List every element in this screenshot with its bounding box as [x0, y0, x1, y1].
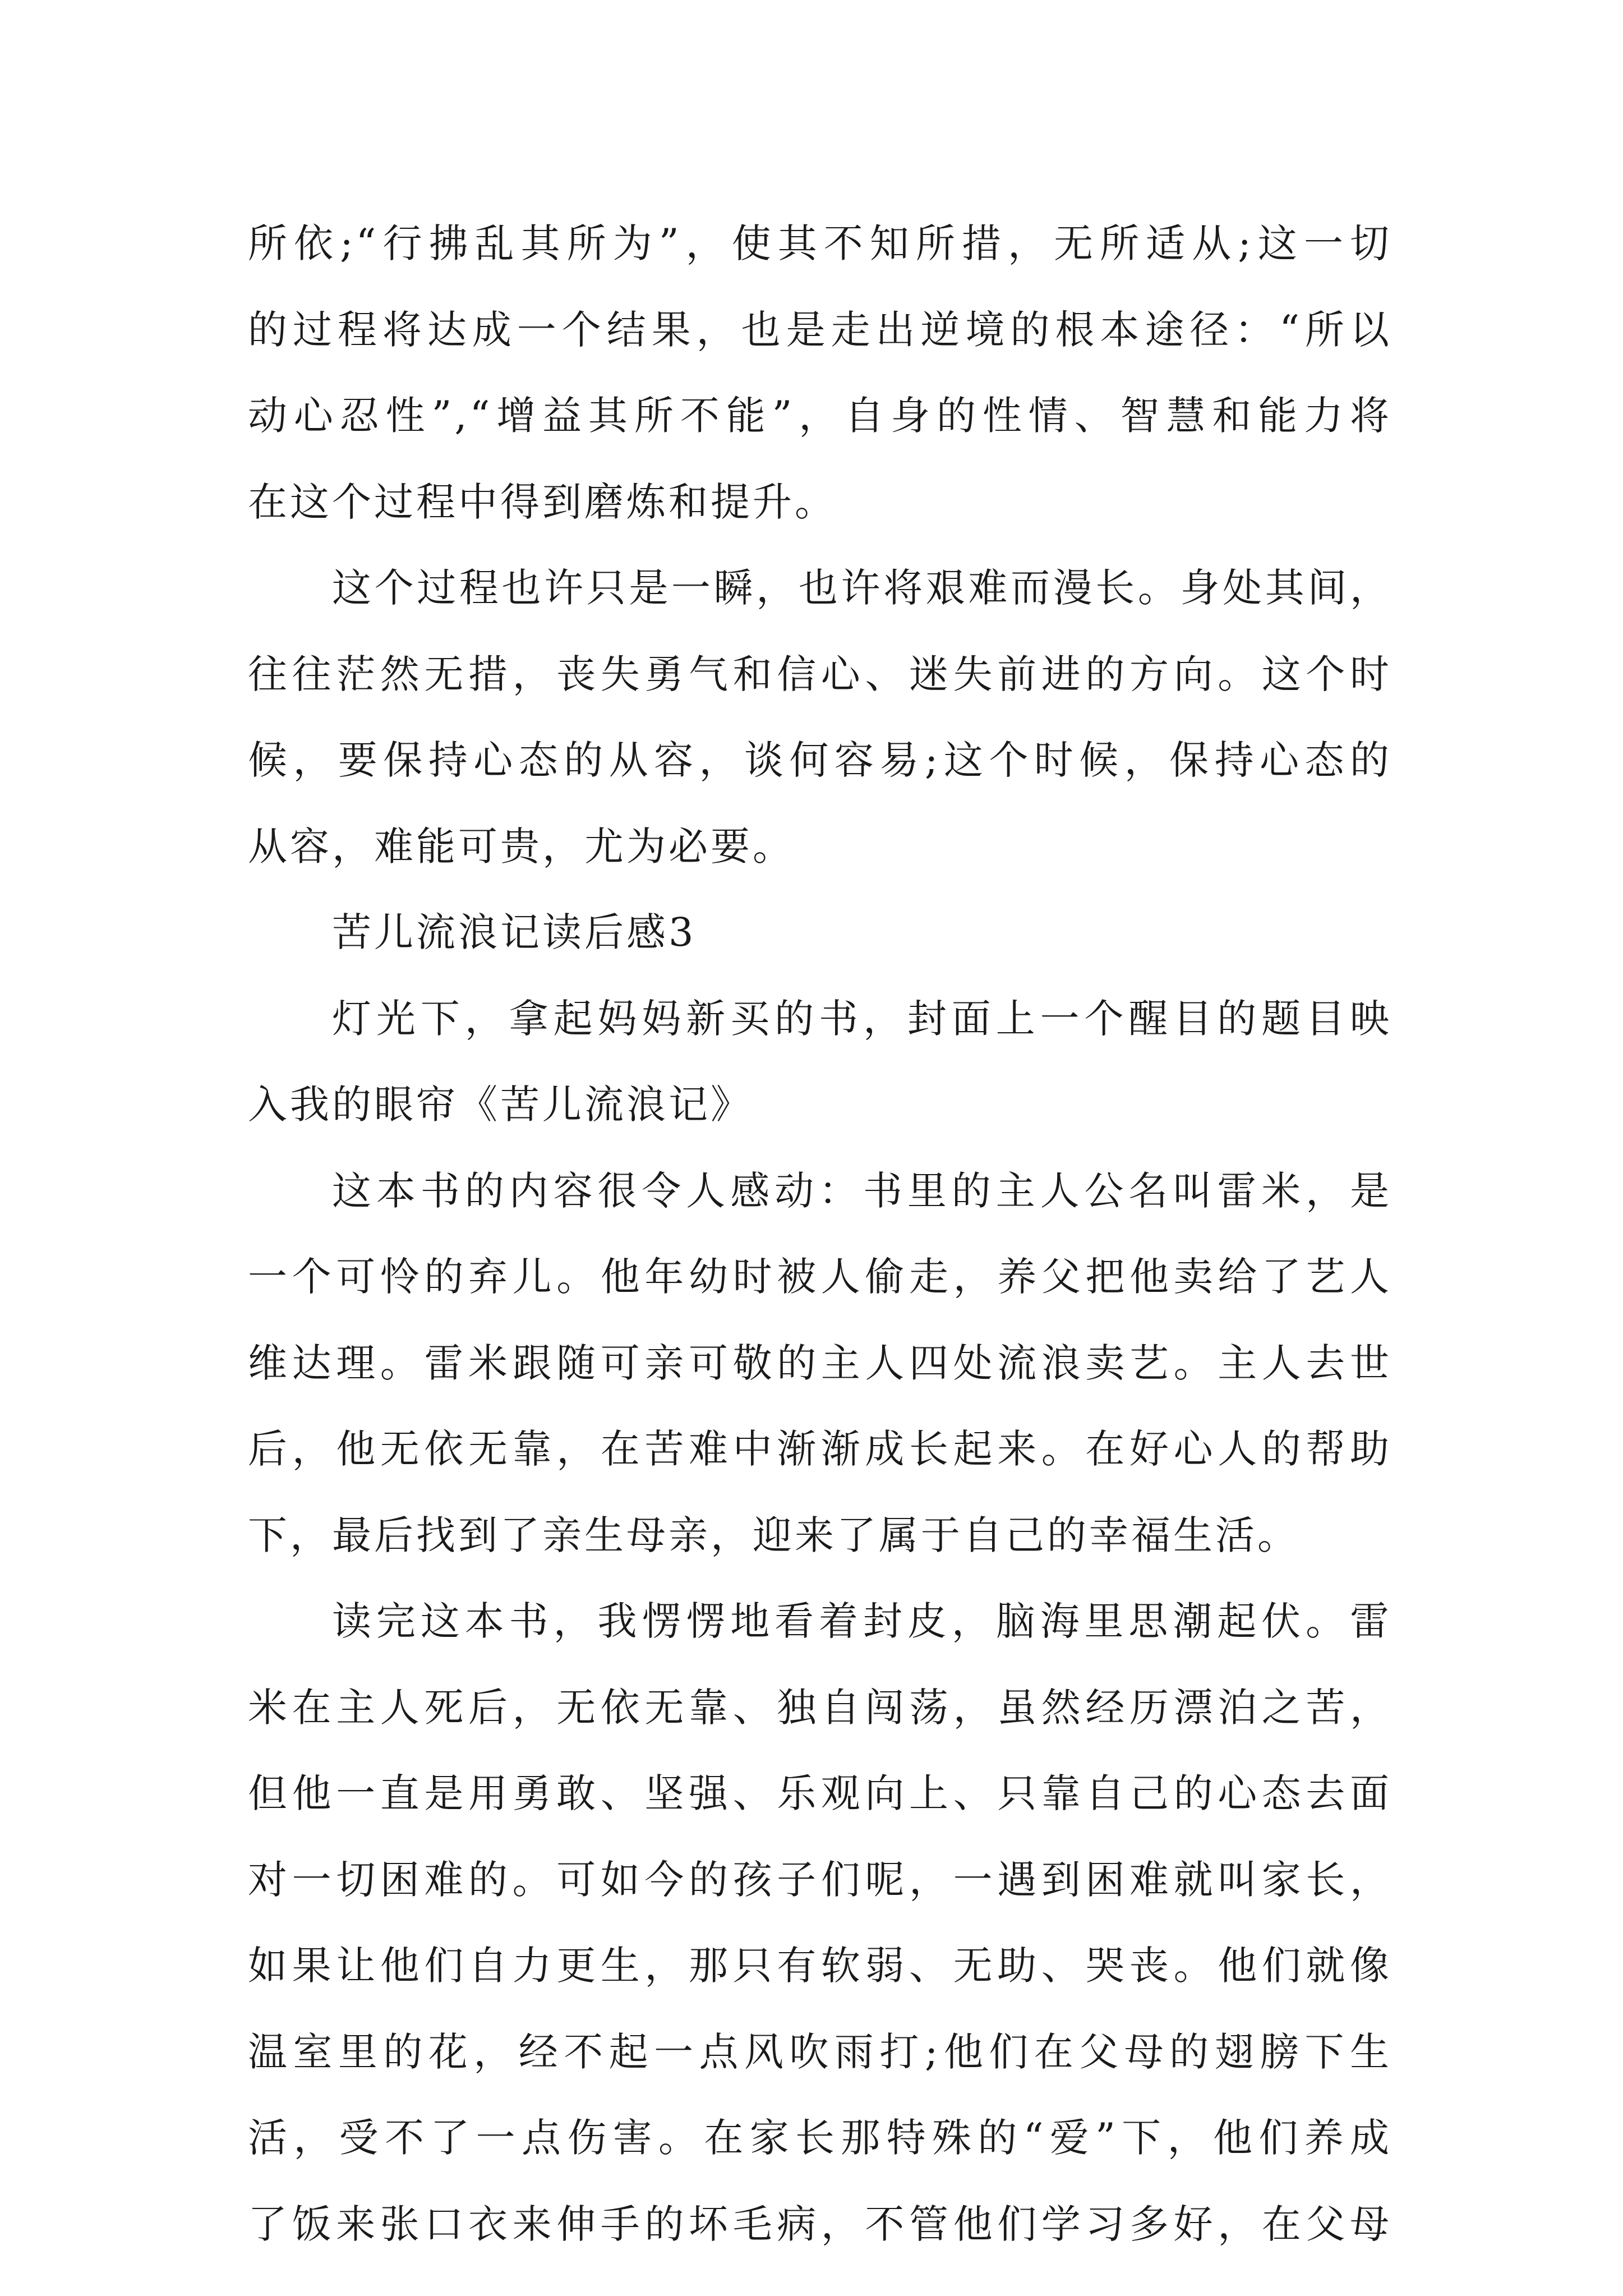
text-line: 如果让他们自力更生，那只有软弱、无助、哭丧。他们就像	[248, 1943, 1392, 1989]
text-line: 了饭来张口衣来伸手的坏毛病，不管他们学习多好，在父母	[248, 2201, 1392, 2247]
text-line: 灯光下，拿起妈妈新买的书，封面上一个醒目的题目映	[332, 995, 1392, 1042]
text-line: 活，受不了一点伤害。在家长那特殊的“爱”下，他们养成	[248, 2115, 1392, 2161]
paragraph	[248, 1148, 1392, 1579]
text-line: 维达理。雷米跟随可亲可敬的主人四处流浪卖艺。主人去世	[248, 1340, 1392, 1386]
text-line: 往往茫然无措，丧失勇气和信心、迷失前进的方向。这个时	[248, 651, 1392, 697]
text-line: 对一切困难的。可如今的孩子们呢，一遇到困难就叫家长，	[248, 1856, 1392, 1903]
document-body	[248, 201, 1392, 2267]
paragraph	[248, 1579, 1392, 2267]
paragraph	[248, 201, 1392, 545]
text-line: 这本书的内容很令人感动：书里的主人公名叫雷米，是	[332, 1167, 1392, 1214]
heading-text: 苦儿流浪记读后感3	[332, 909, 697, 955]
text-line: 读完这本书，我愣愣地看着封皮，脑海里思潮起伏。雷	[332, 1598, 1392, 1644]
text-line: 所依;“行拂乱其所为”，使其不知所措，无所适从;这一切	[248, 220, 1392, 266]
text-line: 候，要保持心态的从容，谈何容易;这个时候，保持心态的	[248, 737, 1392, 783]
text-line: 一个可怜的弃儿。他年幼时被人偷走，养父把他卖给了艺人	[248, 1254, 1392, 1300]
text-line: 入我的眼帘《苦儿流浪记》	[248, 1082, 753, 1128]
text-line: 但他一直是用勇敢、坚强、乐观向上、只靠自己的心态去面	[248, 1770, 1392, 1816]
text-line: 后，他无依无靠，在苦难中渐渐成长起来。在好心人的帮助	[248, 1426, 1392, 1472]
text-line: 在这个过程中得到磨炼和提升。	[248, 478, 837, 525]
text-line: 米在主人死后，无依无靠、独自闯荡，虽然经历漂泊之苦，	[248, 1684, 1392, 1731]
paragraph	[248, 545, 1392, 890]
paragraph	[248, 976, 1392, 1148]
text-line: 温室里的花，经不起一点风吹雨打;他们在父母的翅膀下生	[248, 2028, 1392, 2075]
section-heading	[248, 890, 1392, 976]
text-line: 下，最后找到了亲生母亲，迎来了属于自己的幸福生活。	[248, 1512, 1299, 1558]
text-line: 从容，难能可贵，尤为必要。	[248, 823, 795, 869]
text-line: 动心忍性”,“增益其所不能”，自身的性情、智慧和能力将	[248, 393, 1392, 439]
text-line: 的过程将达成一个结果，也是走出逆境的根本途径：“所以	[248, 306, 1392, 353]
text-line: 这个过程也许只是一瞬，也许将艰难而漫长。身处其间，	[332, 565, 1392, 611]
